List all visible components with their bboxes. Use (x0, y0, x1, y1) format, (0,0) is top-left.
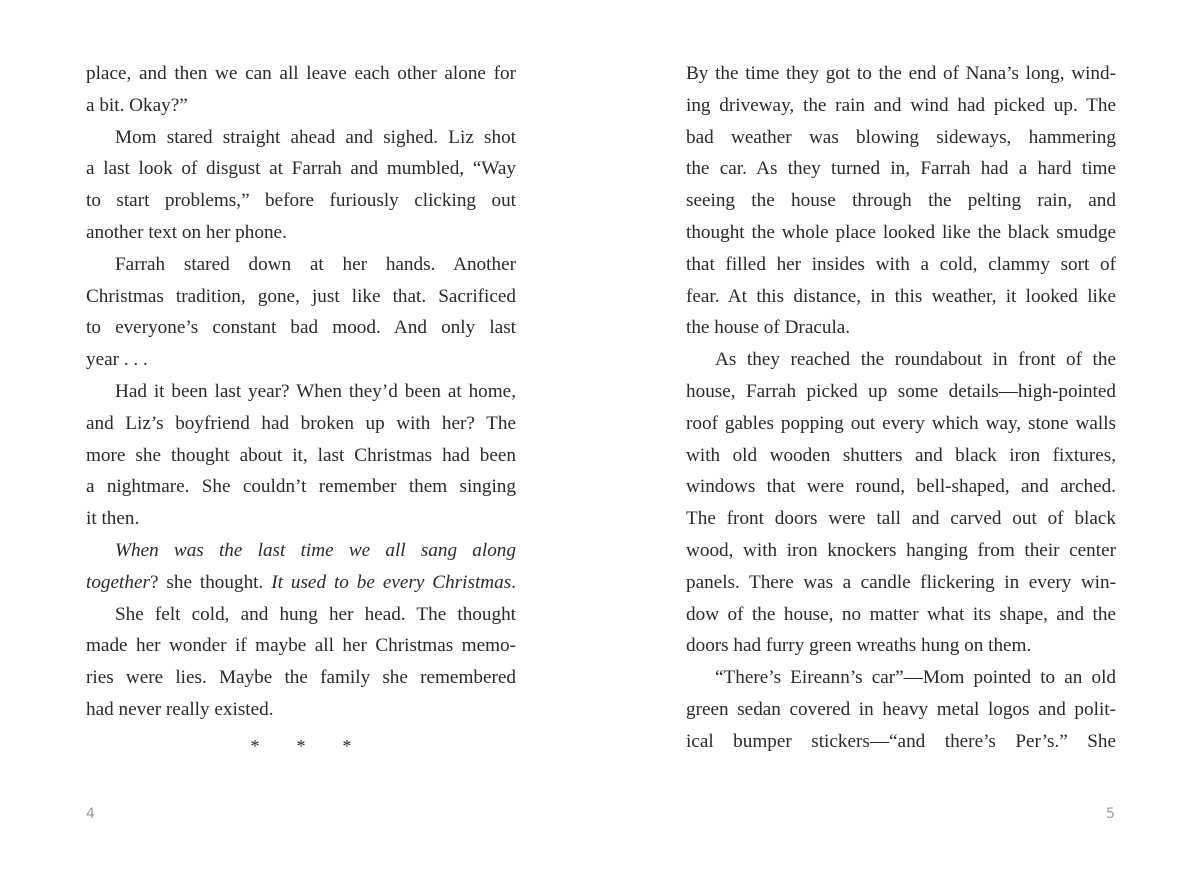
text-line: it then. (86, 508, 140, 530)
narration-text: ? she thought. (149, 571, 272, 593)
right-page-text (686, 58, 1116, 758)
text-line: bad weather was blowing sideways, hammering (686, 126, 1116, 148)
text-line: seeing the house through the pelting rain, and (686, 190, 1116, 212)
thought-line (86, 567, 516, 599)
text-line: Christmas tradition, gone, just like that. Sacrificed (86, 285, 516, 307)
text-line: roof gables popping out every which way, stone walls (686, 412, 1116, 434)
italic-thought-line: When was the last time we all sang along (115, 539, 516, 561)
text-line: to everyone’s constant bad mood. And only last (86, 317, 516, 339)
text-line: a nightmare. She couldn’t remember them singing (86, 476, 516, 498)
page-number-right: 5 (1106, 806, 1115, 822)
text-line: the house of Dracula. (686, 317, 851, 339)
text-line: the car. As they turned in, Farrah had a hard time (686, 158, 1116, 180)
text-line: dow of the house, no matter what its shape, and the (686, 603, 1116, 625)
text-line: made her wonder if maybe all her Christmas memo- (86, 635, 516, 657)
text-line: a last look of disgust at Farrah and mumbled, “Way (86, 158, 516, 180)
section-break (86, 726, 516, 766)
asterisk: * (250, 735, 260, 756)
period: . (511, 571, 516, 593)
text-line: had never really existed. (86, 698, 274, 720)
text-line: As they reached the roundabout in front of the (715, 349, 1116, 371)
text-line: “There’s Eireann’s car”—Mom pointed to an old (715, 667, 1116, 689)
text-line: She felt cold, and hung her head. The thought (115, 603, 516, 625)
page-number-left: 4 (86, 806, 95, 822)
text-line: to start problems,” before furiously clicking out (86, 190, 516, 212)
text-line: a bit. Okay?” (86, 94, 188, 116)
text-line: The front doors were tall and carved out of black (686, 508, 1116, 530)
text-line: panels. There was a candle flickering in every win- (686, 571, 1116, 593)
italic-thought: It used to be every Christmas (271, 571, 512, 593)
text-line: year . . . (86, 349, 148, 371)
text-line: Mom stared straight ahead and sighed. Liz shot (115, 126, 516, 148)
text-line: with old wooden shutters and black iron fixtures, (686, 444, 1116, 466)
text-line: fear. At this distance, in this weather, it looked like (686, 285, 1116, 307)
asterisk: * (342, 735, 352, 756)
text-line: another text on her phone. (86, 221, 287, 243)
text-line: place, and then we can all leave each other alone for (86, 63, 516, 84)
text-line: and Liz’s boyfriend had broken up with her? The (86, 412, 516, 434)
text-line: By the time they got to the end of Nana’s long, wind- (686, 63, 1116, 84)
text-line: Farrah stared down at her hands. Another (115, 253, 516, 275)
text-line: green sedan covered in heavy metal logos and polit- (686, 698, 1116, 720)
italic-word: together (86, 571, 150, 593)
text-line: that filled her insides with a cold, clammy sort of (686, 253, 1116, 275)
text-line: ical bumper stickers—“and there’s Per’s.” She (686, 730, 1116, 752)
text-line: wood, with iron knockers hanging from their center (686, 539, 1116, 561)
text-line: house, Farrah picked up some details—high-pointed (686, 380, 1116, 402)
text-line: doors had furry green wreaths hung on them. (686, 635, 1032, 657)
text-line: windows that were round, bell-shaped, and arched. (686, 476, 1116, 498)
text-line: ing driveway, the rain and wind had picked up. The (686, 94, 1116, 116)
asterisk: * (296, 735, 306, 756)
text-line: more she thought about it, last Christmas had been (86, 444, 516, 466)
text-line: ries were lies. Maybe the family she remembered (86, 667, 516, 689)
left-page-text (86, 58, 516, 766)
text-line: Had it been last year? When they’d been at home, (115, 380, 516, 402)
text-line: thought the whole place looked like the black smudge (686, 221, 1116, 243)
